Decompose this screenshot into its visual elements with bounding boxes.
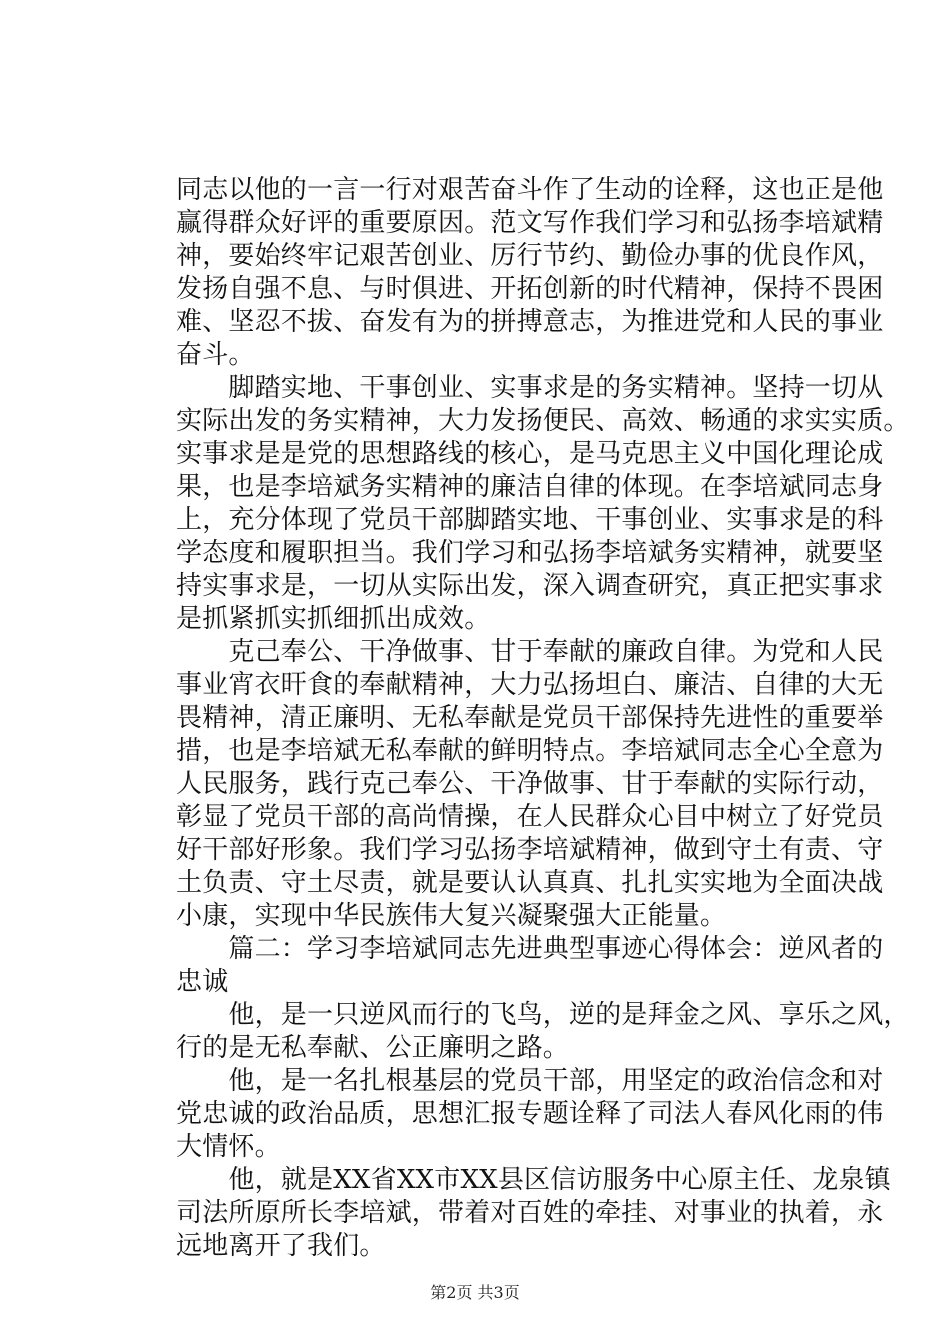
text-line: 他，就是XX省XX市XX县区信访服务中心原主任、龙泉镇 <box>176 1165 891 1195</box>
text-line: 神，要始终牢记艰苦创业、厉行节约、勤俭办事的优良作风， <box>176 241 884 271</box>
text-line: 果，也是李培斌务实精神的廉洁自律的体现。在李培斌同志身 <box>176 472 884 502</box>
text-line: 是抓紧抓实抓细抓出成效。 <box>176 604 491 634</box>
text-line: 党忠诚的政治品质，思想汇报专题诠释了司法人春风化雨的伟 <box>176 1099 884 1129</box>
text-line: 人民服务，践行克己奉公、干净做事、甘于奉献的实际行动， <box>176 769 884 799</box>
text-line: 实事求是是党的思想路线的核心，是马克思主义中国化理论成 <box>176 439 884 469</box>
text-line: 篇二：学习李培斌同志先进典型事迹心得体会：逆风者的 <box>176 934 884 964</box>
text-line: 他，是一名扎根基层的党员干部，用坚定的政治信念和对 <box>176 1066 884 1096</box>
text-line: 司法所原所长李培斌，带着对百姓的牵挂、对事业的执着，永 <box>176 1198 884 1228</box>
text-line: 忠诚 <box>176 967 229 997</box>
text-line: 克己奉公、干净做事、甘于奉献的廉政自律。为党和人民 <box>176 637 884 667</box>
text-line: 小康，实现中华民族伟大复兴凝聚强大正能量。 <box>176 901 727 931</box>
text-line: 远地离开了我们。 <box>176 1231 386 1261</box>
text-line: 持实事求是，一切从实际出发，深入调查研究，真正把实事求 <box>176 571 884 601</box>
text-line: 土负责、守土尽责，就是要认认真真、扎扎实实地为全面决战 <box>176 868 884 898</box>
text-line: 难、坚忍不拔、奋发有为的拼搏意志，为推进党和人民的事业 <box>176 307 884 337</box>
text-line: 好干部好形象。我们学习弘扬李培斌精神，做到守土有责、守 <box>176 835 884 865</box>
text-line: 实际出发的务实精神，大力发扬便民、高效、畅通的求实实质。 <box>176 406 910 436</box>
text-line: 奋斗。 <box>176 340 255 370</box>
document-body <box>176 174 910 1263</box>
text-line: 赢得群众好评的重要原因。范文写作我们学习和弘扬李培斌精 <box>176 208 884 238</box>
text-line: 脚踏实地、干事创业、实事求是的务实精神。坚持一切从 <box>176 373 884 403</box>
text-line: 同志以他的一言一行对艰苦奋斗作了生动的诠释，这也正是他 <box>176 175 884 205</box>
text-line: 彰显了党员干部的高尚情操，在人民群众心目中树立了好党员 <box>176 802 884 832</box>
text-line: 大情怀。 <box>176 1132 281 1162</box>
text-line: 行的是无私奉献、公正廉明之路。 <box>176 1033 570 1063</box>
text-line: 畏精神，清正廉明、无私奉献是党员干部保持先进性的重要举 <box>176 703 884 733</box>
page-footer: 第2页 共3页 <box>430 1283 520 1302</box>
text-line: 措，也是李培斌无私奉献的鲜明特点。李培斌同志全心全意为 <box>176 736 884 766</box>
text-line: 他，是一只逆风而行的飞鸟，逆的是拜金之风、享乐之风， <box>176 1000 910 1030</box>
text-line: 上，充分体现了党员干部脚踏实地、干事创业、实事求是的科 <box>176 505 884 535</box>
text-line: 学态度和履职担当。我们学习和弘扬李培斌务实精神，就要坚 <box>176 538 884 568</box>
text-line: 事业宵衣旰食的奉献精神，大力弘扬坦白、廉洁、自律的大无 <box>176 670 884 700</box>
text-line: 发扬自强不息、与时俱进、开拓创新的时代精神，保持不畏困 <box>176 274 884 304</box>
